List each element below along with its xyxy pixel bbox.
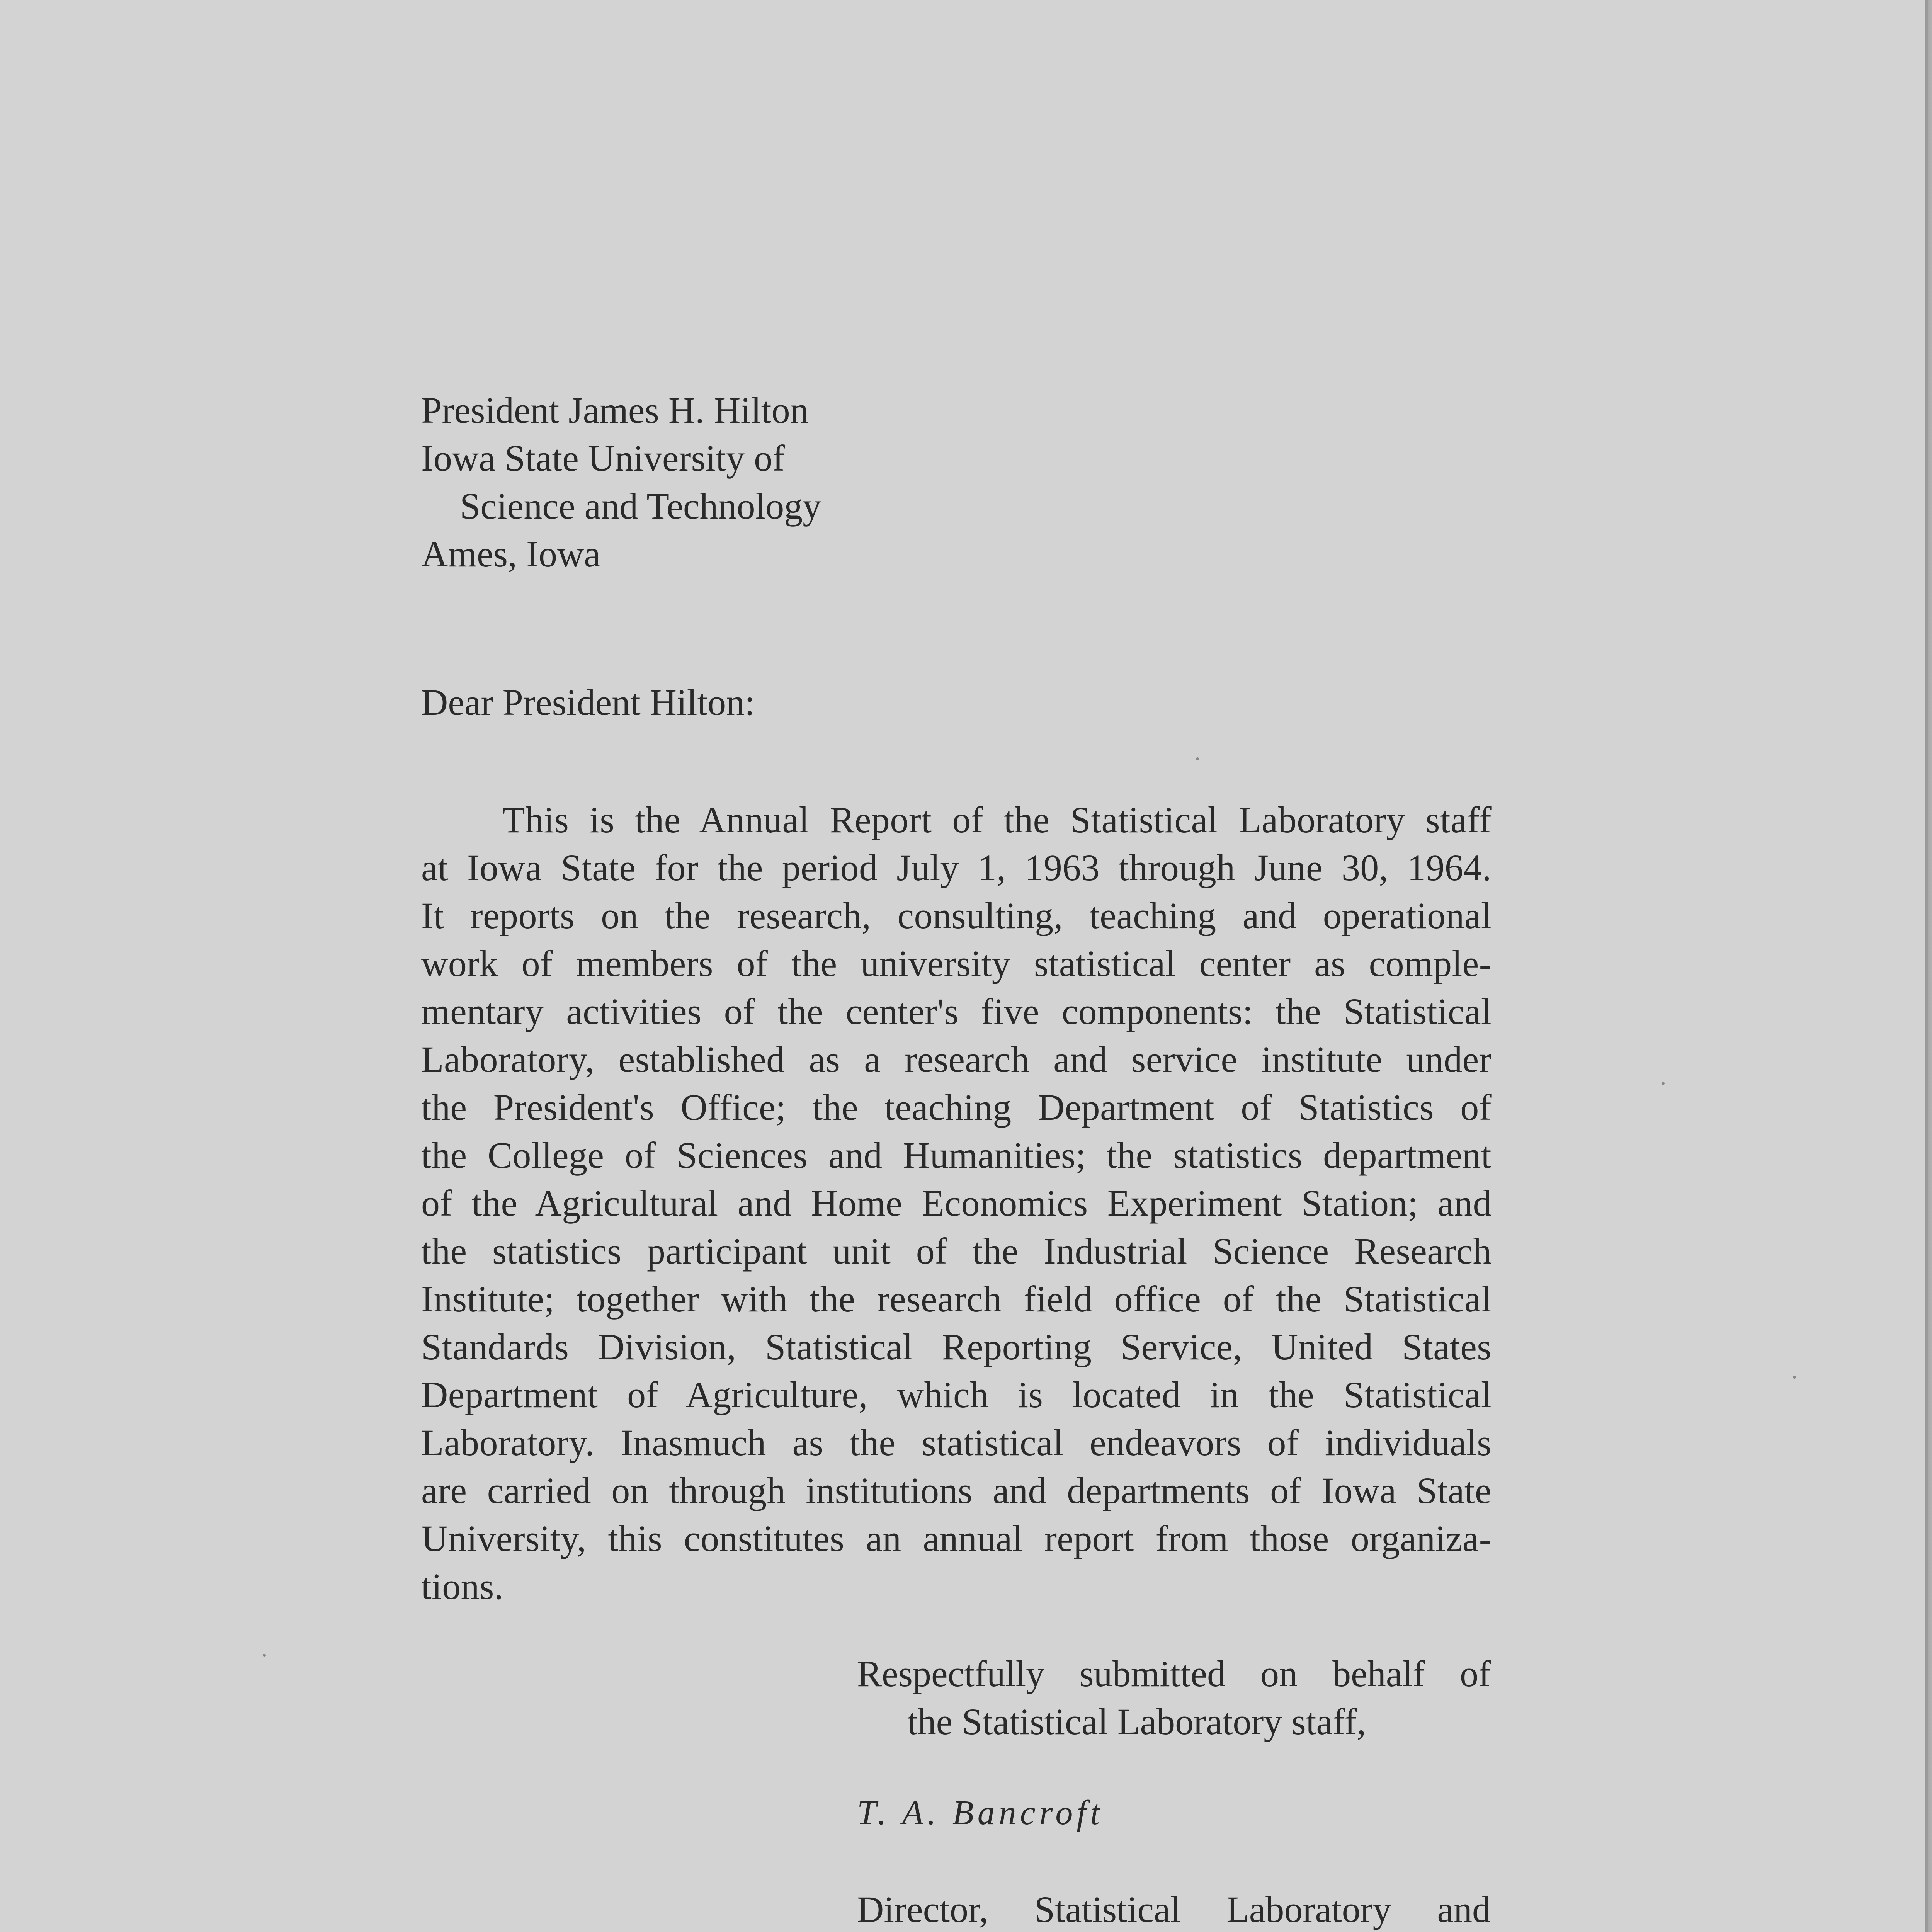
body-line: Institute; together with the research field office of the Statistical bbox=[421, 1278, 1492, 1320]
paper-speck bbox=[1793, 1376, 1796, 1379]
letter-body bbox=[421, 796, 1492, 1611]
body-line: mentary activities of the center's five components: the Statistical bbox=[421, 991, 1492, 1032]
recipient-address bbox=[421, 386, 1001, 578]
closing-line: Respectfully submitted on behalf of bbox=[857, 1653, 1491, 1694]
signature: T. A. Bancroft bbox=[857, 1794, 1104, 1832]
page-edge-line bbox=[1925, 0, 1928, 1932]
body-line: Laboratory, established as a research and service institute under bbox=[421, 1039, 1492, 1080]
body-line: of the Agricultural and Home Economics Experiment Station; and bbox=[421, 1182, 1492, 1224]
page-edge bbox=[1928, 0, 1932, 1932]
body-line: This is the Annual Report of the Statistical Laboratory staff bbox=[502, 799, 1492, 840]
closing-line: the Statistical Laboratory staff, bbox=[907, 1701, 1366, 1742]
body-line: University, this constitutes an annual report from those organiza- bbox=[421, 1518, 1492, 1559]
paper-speck bbox=[263, 1654, 266, 1657]
body-line: It reports on the research, consulting, teaching and operational bbox=[421, 895, 1492, 936]
body-line: tions. bbox=[421, 1566, 504, 1607]
salutation bbox=[421, 679, 755, 726]
signatory-title bbox=[857, 1886, 1491, 1932]
address-line-name: President James H. Hilton bbox=[421, 389, 809, 431]
body-line: Department of Agriculture, which is located in the Statistical bbox=[421, 1374, 1492, 1415]
paper-speck bbox=[1662, 1082, 1665, 1085]
paper-speck bbox=[1196, 757, 1199, 760]
body-line: the statistics participant unit of the Industrial Science Research bbox=[421, 1230, 1492, 1272]
body-line: at Iowa State for the period July 1, 1963 through June 30, 1964. bbox=[421, 847, 1492, 888]
body-line: Laboratory. Inasmuch as the statistical endeavors of individuals bbox=[421, 1422, 1492, 1463]
body-line: Standards Division, Statistical Reporting Service, United States bbox=[421, 1326, 1492, 1367]
body-line: are carried on through institutions and departments of Iowa State bbox=[421, 1470, 1492, 1511]
body-line: the President's Office; the teaching Department of Statistics of bbox=[421, 1087, 1492, 1128]
body-line: work of members of the university statistical center as comple- bbox=[421, 943, 1492, 984]
body-line: the College of Sciences and Humanities; the statistics department bbox=[421, 1134, 1492, 1176]
address-line-institution: Iowa State University of bbox=[421, 437, 785, 479]
title-line: Director, Statistical Laboratory and bbox=[857, 1889, 1491, 1930]
address-line-city: Ames, Iowa bbox=[421, 533, 600, 575]
address-line-institution-cont: Science and Technology bbox=[460, 485, 821, 527]
closing bbox=[857, 1650, 1491, 1746]
salutation-text: Dear President Hilton: bbox=[421, 682, 755, 723]
